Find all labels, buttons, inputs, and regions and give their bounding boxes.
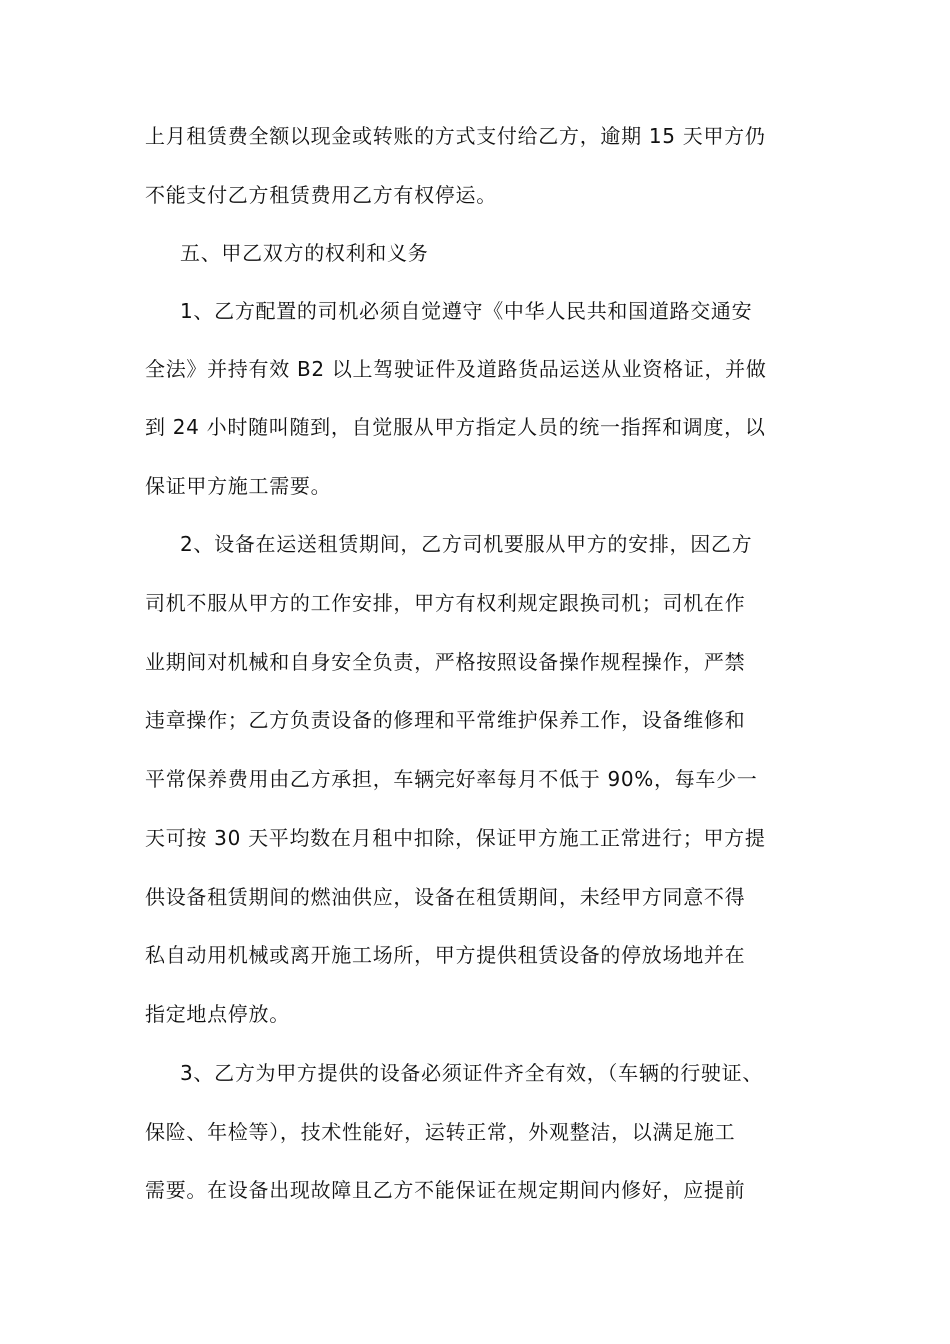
paragraph-line: 上月租赁费全额以现金或转账的方式支付给乙方，逾期 15 天甲方仍	[145, 124, 766, 148]
paragraph-line: 保证甲方施工需要。	[145, 474, 332, 498]
paragraph-line: 违章操作；乙方负责设备的修理和平常维护保养工作，设备维修和	[145, 708, 746, 732]
paragraph-line: 保险、年检等），技术性能好，运转正常，外观整洁，以满足施工	[145, 1120, 736, 1144]
paragraph-line: 需要。在设备出现故障且乙方不能保证在规定期间内修好，应提前	[145, 1178, 746, 1202]
section-heading: 五、甲乙双方的权利和义务	[180, 241, 429, 265]
paragraph-line: 天可按 30 天平均数在月租中扣除，保证甲方施工正常进行；甲方提	[145, 826, 766, 850]
paragraph-line: 平常保养费用由乙方承担，车辆完好率每月不低于 90%，每车少一	[145, 767, 758, 791]
paragraph-line: 指定地点停放。	[145, 1002, 290, 1026]
paragraph-line: 全法》并持有效 B2 以上驾驶证件及道路货品运送从业资格证，并做	[145, 357, 767, 381]
paragraph-line: 私自动用机械或离开施工场所，甲方提供租赁设备的停放场地并在	[145, 943, 746, 967]
paragraph-line: 到 24 小时随叫随到，自觉服从甲方指定人员的统一指挥和调度，以	[145, 415, 766, 439]
paragraph-line: 1、乙方配置的司机必须自觉遵守《中华人民共和国道路交通安	[180, 299, 753, 323]
paragraph-line: 司机不服从甲方的工作安排，甲方有权利规定跟换司机；司机在作	[145, 591, 746, 615]
paragraph-line: 3、乙方为甲方提供的设备必须证件齐全有效，（车辆的行驶证、	[180, 1061, 764, 1085]
paragraph-line: 业期间对机械和自身安全负责，严格按照设备操作规程操作，严禁	[145, 650, 746, 674]
paragraph-line: 不能支付乙方租赁费用乙方有权停运。	[145, 183, 497, 207]
paragraph-line: 2、设备在运送租赁期间，乙方司机要服从甲方的安排，因乙方	[180, 532, 753, 556]
paragraph-line: 供设备租赁期间的燃油供应，设备在租赁期间，未经甲方同意不得	[145, 885, 746, 909]
